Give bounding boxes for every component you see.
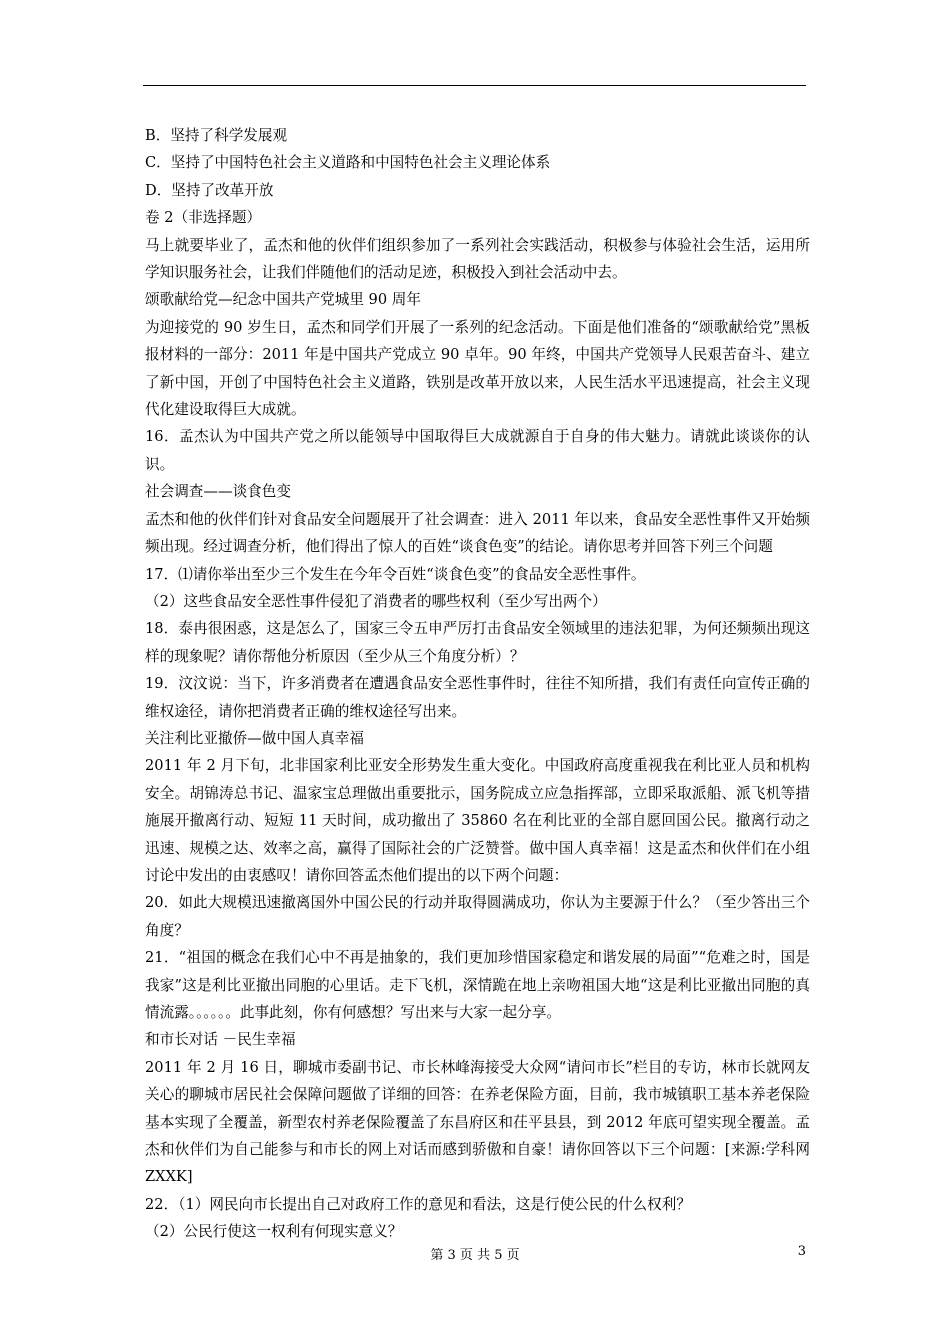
paragraph: 马上就要毕业了，孟杰和他的伙伴们组织参加了一系列社会实践活动，积极参与体验社会生活，运用所学知识服务社会，让我们伴随他们的活动足迹，积极投入到社会活动中去。 — [145, 236, 810, 282]
question-22-1: 22．（1）网民向市长提出自己对政府工作的意见和看法，这是行使公民的什么权利？ — [145, 1195, 691, 1213]
subsection-title: 关注利比亚撤侨—做中国人真幸福 — [145, 729, 364, 747]
question-18: 18．泰冉很困惑，这是怎么了，国家三令五申严厉打击食品安全领域里的违法犯罪，为何还频频出现这样的现象呢？请你帮他分析原因（至少从三个角度分析）？ — [145, 620, 810, 665]
question-22-2: （2）公民行使这一权利有何现实意义？ — [145, 1223, 403, 1241]
paragraph: 2011 年 2 月 16 日，聊城市委副书记、市长林峰海接受大众网“请问市长”栏目的专访，林市长就网友关心的聊城市居民社会保障问题做了详细的回答：在养老保险方面，目前，我市城镇职工基本养老保险基本实现了全覆盖，新型农村养老保险覆盖了东昌府区和茌平县县，到 2012 年底可望实现全覆盖。孟杰和伙伴们为自己能参与和市长的网上对话而感到骄傲和自豪！请你回答以下三个问题：[来源:学科网 ZXXK] — [145, 1058, 810, 1186]
question-21: 21．“祖国的概念在我们心中不再是抽象的，我们更加珍惜国家稳定和谐发展的局面”“危难之时，国是我家”这是利比亚撤出同胞的心里话。走下飞机，深情跪在地上亲吻祖国大地“这是利比亚撤出同胞的真情流露。。。。。。此事此刻，你有何感想？写出来与大家一起分享。 — [145, 949, 810, 1021]
option-c: C．坚持了中国特色社会主义道路和中国特色社会主义理论体系 — [145, 154, 551, 172]
paragraph: 2011 年 2 月下旬，北非国家利比亚安全形势发生重大变化。中国政府高度重视我在利比亚人员和机构安全。胡锦涛总书记、温家宝总理做出重要批示，国务院成立应急指挥部，立即采取派船、派飞机等措施展开撤离行动、短短 11 天时间，成功撤出了 35860 名在利比亚的全部自愿回国公民。撤离行动之迅速、规模之达、效率之高，赢得了国际社会的广泛赞誉。做中国人真幸福！这是孟杰和伙伴们在小组讨论中发出的由衷感叹！请你回答孟杰他们提出的以下两个问题： — [145, 757, 810, 884]
question-20: 20．如此大规模迅速撤离国外中国公民的行动并取得圆满成功，你认为主要源于什么？（至少答出三个角度？ — [145, 894, 810, 939]
question-17-1: 17．⑴请你举出至少三个发生在今年令百姓“谈食色变”的食品安全恶性事件。 — [145, 565, 646, 583]
paragraph: 孟杰和他的伙伴们针对食品安全问题展开了社会调查：进入 2011 年以来，食品安全恶性事件又开始频频出现。经过调查分析，他们得出了惊人的百姓“谈食色变”的结论。请你思考并回答下列三个问题 — [145, 510, 810, 556]
document-body — [145, 122, 810, 1246]
subsection-title: 颂歌献给党—纪念中国共产党城里 90 周年 — [145, 291, 421, 309]
paragraph: 为迎接党的 90 岁生日，孟杰和同学们开展了一系列的纪念活动。下面是他们准备的“颂歌献给党”黑板报材料的一部分：2011 年是中国共产党成立 90 卓年。90 年终，中国共产党领导人民艰苦奋斗、建立了新中国，开创了中国特色社会主义道路，铁别是改革开放以来，人民生活水平迅速提高，社会主义现代化建设取得巨大成就。 — [145, 318, 810, 419]
question-16: 16．孟杰认为中国共产党之所以能领导中国取得巨大成就源自于自身的伟大魅力。请就此谈谈你的认识。 — [145, 428, 810, 473]
question-17-2: （2）这些食品安全恶性事件侵犯了消费者的哪些权利（至少写出两个） — [145, 592, 607, 610]
section-heading: 卷 2（非选择题） — [145, 209, 262, 227]
header-rule — [143, 85, 806, 86]
subsection-title: 和市长对话 －民生幸福 — [145, 1031, 296, 1049]
subsection-title: 社会调查——谈食色变 — [145, 483, 291, 501]
question-19: 19．汶汶说：当下，许多消费者在遭遇食品安全恶性事件时，往往不知所措，我们有责任向宣传正确的维权途径，请你把消费者正确的维权途径写出来。 — [145, 675, 810, 720]
page-count-label: 第 3 页 共 5 页 — [430, 1248, 520, 1263]
option-b: B．坚持了科学发展观 — [145, 127, 288, 144]
page-number: 3 — [797, 1244, 806, 1259]
option-d: D．坚持了改革开放 — [145, 181, 274, 199]
